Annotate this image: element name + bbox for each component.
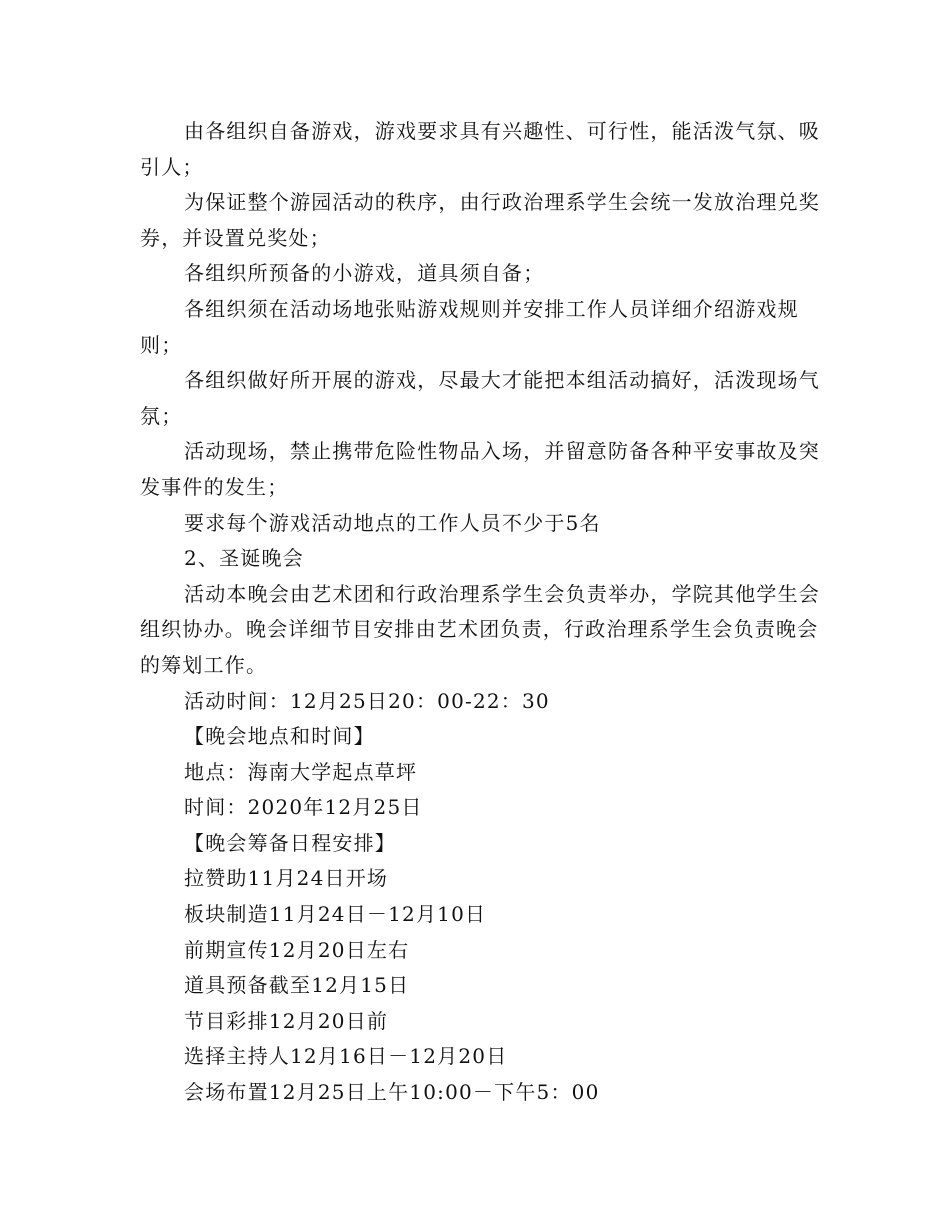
schedule-item-publicity: 前期宣传12月20日左右 <box>184 937 410 962</box>
schedule-item-props: 道具预备截至12月15日 <box>184 973 410 998</box>
schedule-item-venue-setup: 会场布置12月25日上午10:00－下午5：00 <box>184 1080 600 1105</box>
section-heading-christmas-party: 2、圣诞晚会 <box>184 546 304 571</box>
venue-location: 地点：海南大学起点草坪 <box>184 759 418 784</box>
schedule-item-rehearsal: 节目彩排12月20日前 <box>184 1008 389 1033</box>
heading-schedule: 【晚会筹备日程安排】 <box>184 830 396 855</box>
paragraph-atmosphere: 各组织做好所开展的游戏，尽最大才能把本组活动搞好，活泼现场气氛； <box>140 368 820 428</box>
paragraph-party-organizers: 活动本晚会由艺术团和行政治理系学生会负责举办，学院其他学生会组织协办。晚会详细节目安排由艺术团负责，行政治理系学生会负责晚会的筹划工作。 <box>140 581 820 677</box>
schedule-item-boards: 板块制造11月24日－12月10日 <box>184 902 487 927</box>
schedule-item-hosts: 选择主持人12月16日－12月20日 <box>184 1044 508 1069</box>
paragraph-game-requirements: 由各组织自备游戏，游戏要求具有兴趣性、可行性，能活泼气氛、吸引人； <box>140 119 820 179</box>
heading-venue-time: 【晚会地点和时间】 <box>184 724 375 749</box>
document-body <box>140 114 835 1111</box>
schedule-item-sponsorship: 拉赞助11月24日开场 <box>184 866 389 891</box>
venue-date: 时间：2020年12月25日 <box>184 795 423 820</box>
paragraph-order-vouchers: 为保证整个游园活动的秩序，由行政治理系学生会统一发放治理兑奖券，并设置兑奖处； <box>140 190 820 250</box>
activity-time: 活动时间：12月25日20：00-22：30 <box>184 688 550 713</box>
paragraph-safety: 活动现场，禁止携带危险性物品入场，并留意防备各种平安事故及突发事件的发生； <box>140 439 820 499</box>
paragraph-staff: 要求每个游戏活动地点的工作人员不少于5名 <box>184 510 601 535</box>
paragraph-props: 各组织所预备的小游戏，道具须自备； <box>184 261 545 286</box>
paragraph-game-rules: 各组织须在活动场地张贴游戏规则并安排工作人员详细介绍游戏规则； <box>140 296 799 357</box>
